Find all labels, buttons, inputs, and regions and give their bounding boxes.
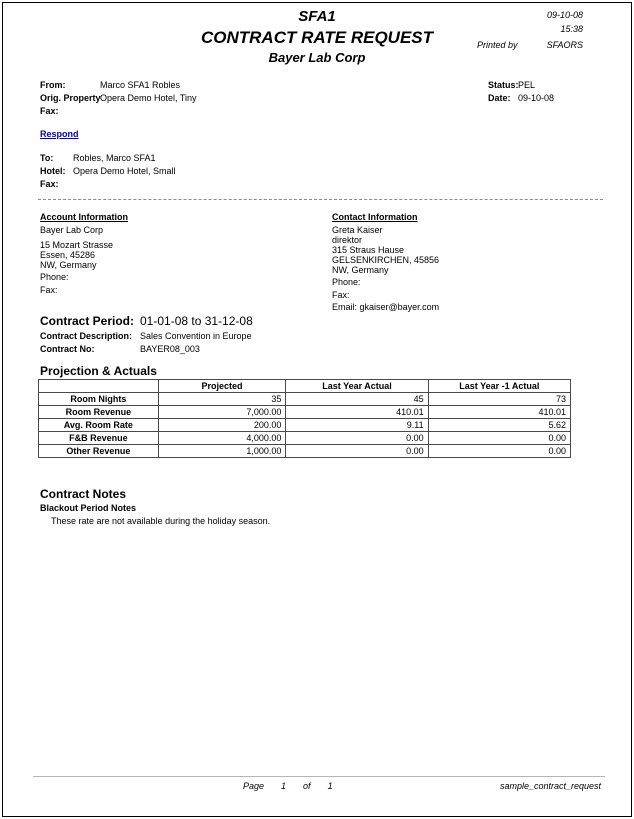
print-time: 15:38 (560, 24, 583, 34)
contact-name: Greta Kaiser (332, 225, 383, 235)
table-header-projected: Projected (158, 380, 286, 393)
account-address-3: NW, Germany (40, 260, 97, 270)
cell-value: 200.00 (158, 419, 286, 432)
account-name: Bayer Lab Corp (40, 225, 104, 235)
to-value: Robles, Marco SFA1 (73, 153, 156, 163)
print-datetime (547, 8, 583, 36)
printed-by-row (477, 40, 583, 50)
contact-info-heading: Contact Information (332, 212, 418, 222)
table-header-row (39, 380, 571, 393)
cell-value: 0.00 (428, 445, 570, 458)
footer-of-label: of (303, 781, 311, 791)
row-label: Other Revenue (39, 445, 159, 458)
from-label: From: (40, 80, 66, 90)
orig-property-value: Opera Demo Hotel, Tiny (100, 93, 197, 103)
table-row (39, 419, 571, 432)
printed-by-user: SFAORS (546, 40, 583, 50)
hotel-value: Opera Demo Hotel, Small (73, 166, 176, 176)
date-label: Date: (488, 93, 511, 103)
table-row (39, 393, 571, 406)
contact-address-2: GELSENKIRCHEN, 45856 (332, 255, 440, 265)
footer-separator (33, 776, 605, 777)
to-label: To: (40, 153, 54, 163)
cell-value: 4,000.00 (158, 432, 286, 445)
contact-job-title: direktor (332, 235, 363, 245)
table-row (39, 406, 571, 419)
contract-period-value: 01-01-08 to 31-12-08 (140, 314, 253, 328)
account-phone-label: Phone: (40, 272, 69, 282)
table-row (39, 445, 571, 458)
cell-value: 0.00 (428, 432, 570, 445)
blackout-notes-subheading: Blackout Period Notes (40, 503, 137, 513)
hotel-label: Hotel: (40, 166, 66, 176)
report-header (3, 7, 631, 67)
contact-email: Email: gkaiser@bayer.com (332, 302, 440, 312)
orig-property-label: Orig. Property (40, 93, 101, 103)
cell-value: 9.11 (286, 419, 428, 432)
printed-by-label: Printed by (477, 40, 518, 50)
cell-value: 73 (428, 393, 570, 406)
table-header-last-year-minus1: Last Year -1 Actual (428, 380, 570, 393)
contact-address-3: NW, Germany (332, 265, 389, 275)
contract-period-label: Contract Period: (40, 314, 135, 328)
footer-page-number: 1 (281, 781, 287, 791)
row-label: Room Revenue (39, 406, 159, 419)
section-separator (38, 199, 603, 200)
footer-page-label: Page (243, 781, 265, 791)
cell-value: 1,000.00 (158, 445, 286, 458)
footer-pagination (243, 781, 333, 791)
table-row (39, 432, 571, 445)
table-header-blank (39, 380, 159, 393)
report-title-org: SFA1 (298, 8, 336, 25)
contract-notes-heading: Contract Notes (40, 487, 127, 501)
projection-heading: Projection & Actuals (40, 364, 157, 378)
footer-report-name: sample_contract_request (499, 781, 601, 791)
contract-description-label: Contract Description: (40, 331, 133, 341)
report-title-main: CONTRACT RATE REQUEST (200, 28, 433, 47)
cell-value: 35 (158, 393, 286, 406)
contract-description-value: Sales Convention in Europe (140, 331, 252, 341)
print-date: 09-10-08 (546, 10, 583, 20)
cell-value: 45 (286, 393, 428, 406)
account-fax-label: Fax: (40, 285, 58, 295)
from-value: Marco SFA1 Robles (100, 80, 181, 90)
account-address-1: 15 Mozart Strasse (40, 240, 114, 250)
respond-link[interactable]: Respond (40, 129, 79, 139)
cell-value: 0.00 (286, 432, 428, 445)
cell-value: 0.00 (286, 445, 428, 458)
row-label: Room Nights (39, 393, 159, 406)
cell-value: 5.62 (428, 419, 570, 432)
status-value: PEL (518, 80, 536, 90)
account-address-2: Essen, 45286 (40, 250, 96, 260)
blackout-notes-text: These rate are not available during the holiday season. (51, 516, 271, 526)
projection-actuals-table (38, 379, 571, 458)
cell-value: 7,000.00 (158, 406, 286, 419)
report-title-account: Bayer Lab Corp (268, 50, 366, 65)
to-fax-label: Fax: (40, 179, 59, 189)
contact-address-1: 315 Straus Hause (332, 245, 405, 255)
from-fax-label: Fax: (40, 106, 59, 116)
cell-value: 410.01 (286, 406, 428, 419)
account-info-heading: Account Information (40, 212, 128, 222)
contract-number-label: Contract No: (40, 344, 95, 354)
cell-value: 410.01 (428, 406, 570, 419)
row-label: F&B Revenue (39, 432, 159, 445)
row-label: Avg. Room Rate (39, 419, 159, 432)
report-page (2, 2, 632, 817)
date-value: 09-10-08 (518, 93, 555, 103)
footer-total-pages: 1 (327, 781, 333, 791)
table-header-last-year: Last Year Actual (286, 380, 428, 393)
contact-fax-label: Fax: (332, 290, 350, 300)
contract-number-value: BAYER08_003 (140, 344, 200, 354)
status-label: Status: (488, 80, 519, 90)
contact-phone-label: Phone: (332, 277, 361, 287)
